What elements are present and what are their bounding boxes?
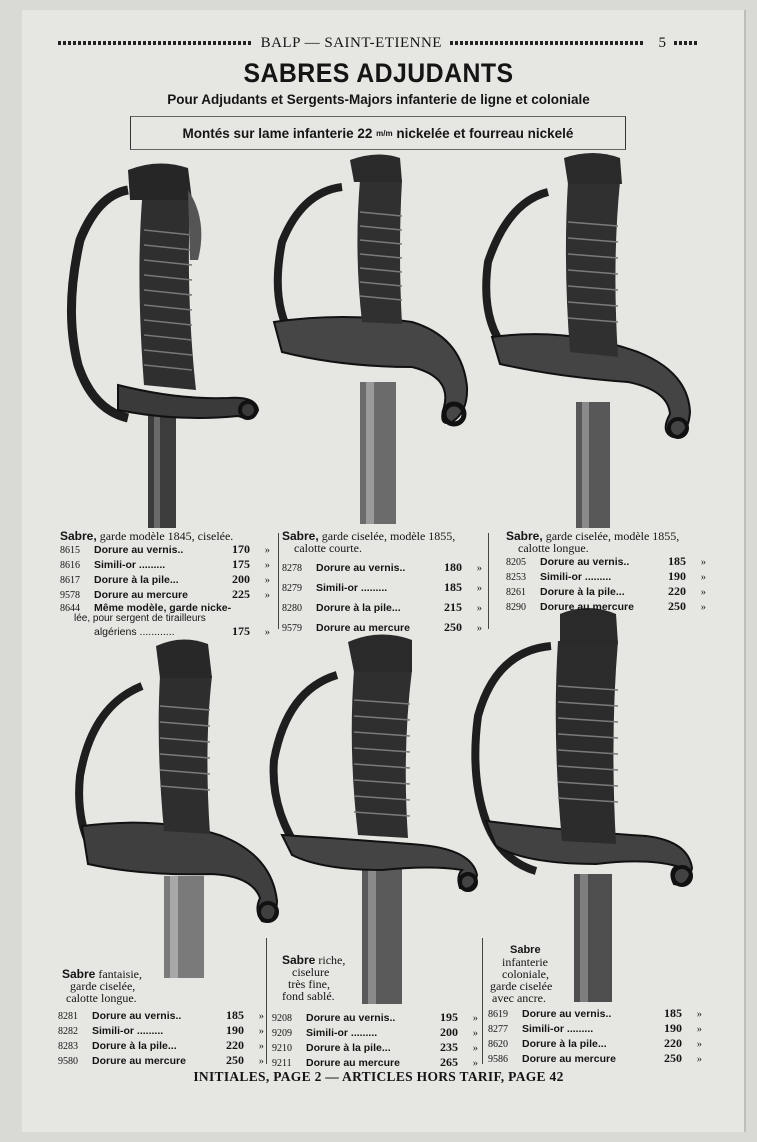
price-row: 8261 Dorure à la pile... 220 » [506, 584, 706, 598]
entry-2-caption: Sabre, garde ciselée, modèle 1855, calotte courte. [282, 529, 456, 555]
page-title: SABRES ADJUDANTS [243, 58, 514, 88]
mount-info-box [130, 116, 626, 150]
price-row: 8280 Dorure à la pile... 215 » [282, 600, 482, 614]
sword-illustration-4 [72, 636, 286, 978]
entry-5-caption-line: fond sablé. [282, 989, 335, 1003]
running-header [58, 34, 698, 52]
price-row-extra: 8644 Même modèle, garde nicke- [60, 602, 232, 614]
entry-4 [58, 968, 264, 1068]
price-row: 9209 Simili-or ......... 200 » [272, 1025, 478, 1039]
entry-5 [272, 954, 478, 1070]
price-row: 8282 Simili-or ......... 190 » [58, 1023, 264, 1037]
sword-illustration-5 [262, 630, 486, 1004]
price-row: 8616 Simili-or ......... 175 » [60, 557, 270, 571]
price-row: 9208 Dorure au vernis.. 195 » [272, 1010, 478, 1024]
price-row: 8278 Dorure au vernis.. 180 » [282, 560, 482, 574]
entry-6 [488, 944, 702, 1066]
entry-5-caption-line: très fine, [288, 977, 330, 991]
mount-text-unit: m/m [376, 128, 393, 138]
header-dot-leader-left [58, 41, 253, 45]
entry-6-caption-line: infanterie [502, 955, 548, 969]
header-dot-leader-end [674, 41, 698, 45]
price-row: 8281 Dorure au vernis.. 185 » [58, 1008, 264, 1022]
extra-line-3: algériens ............ 175 » [94, 624, 270, 638]
column-divider [266, 938, 267, 1064]
price-row: 8617 Dorure à la pile... 200 » [60, 572, 270, 586]
entry-4-caption-line: calotte longue. [66, 991, 137, 1005]
entry-3-caption: Sabre, garde ciselée, modèle 1855, calotte longue. [506, 529, 680, 555]
page-footer: INITIALES, PAGE 2 — ARTICLES HORS TARIF, PAGE 42 [193, 1069, 564, 1084]
entry-5-caption: Sabre riche, [282, 953, 346, 967]
running-title: BALP — SAINT-ETIENNE [260, 34, 442, 51]
page-subtitle: Pour Adjudants et Sergents-Majors infanterie de ligne et coloniale [167, 92, 590, 107]
price-row: 9580 Dorure au mercure 250 » [58, 1053, 264, 1067]
page-number: 5 [658, 34, 667, 51]
column-divider [482, 938, 483, 1064]
price-row: 9210 Dorure à la pile... 235 » [272, 1040, 478, 1054]
sword-illustration-2 [262, 152, 480, 524]
price-row: 8253 Simili-or ......... 190 » [506, 569, 706, 583]
price-row: 8619 Dorure au vernis.. 185 » [488, 1006, 702, 1020]
entry-4-caption-line: garde ciselée, [70, 979, 136, 993]
entry-4-caption: Sabre fantaisie, [62, 967, 143, 981]
price-row: 8615 Dorure au vernis.. 170 » [60, 542, 270, 556]
sword-illustration-6 [466, 606, 702, 1005]
price-row: 8283 Dorure à la pile... 220 » [58, 1038, 264, 1052]
price-row: 9579 Dorure au mercure 250 » [282, 620, 482, 634]
sword-illustration-3 [478, 152, 700, 528]
entry-3 [506, 530, 706, 614]
price-row: 8290 Dorure au mercure 250 » [506, 599, 706, 613]
entry-1 [60, 530, 270, 639]
column-divider [278, 533, 279, 629]
column-divider [488, 533, 489, 629]
header-dot-leader-right [450, 41, 645, 45]
entry-6-caption-line: coloniale, [502, 967, 549, 981]
entry-1-caption: Sabre, garde modèle 1845, ciselée. [60, 529, 234, 543]
entry-6-caption-line: garde ciselée [490, 979, 553, 993]
mount-text-pre: Montés sur lame infanterie 22 [182, 125, 373, 141]
price-row: 8205 Dorure au vernis.. 185 » [506, 554, 706, 568]
price-row: 9578 Dorure au mercure 225 » [60, 587, 270, 601]
entry-6-caption-line: avec ancre. [492, 991, 546, 1005]
price-row: 9211 Dorure au mercure 265 » [272, 1055, 478, 1069]
entry-6-caption: Sabre [510, 944, 541, 956]
price-row: 8277 Simili-or ......... 190 » [488, 1021, 702, 1035]
entry-2 [282, 530, 482, 638]
entry-5-caption-line: ciselure [292, 965, 330, 979]
extra-line-2: lée, pour sergent de tirailleurs [74, 613, 206, 624]
price-row: 8279 Simili-or ......... 185 » [282, 580, 482, 594]
price-row: 8620 Dorure à la pile... 220 » [488, 1036, 702, 1050]
mount-text-post: nickelée et fourreau nickelé [396, 125, 574, 141]
price-row: 9586 Dorure au mercure 250 » [488, 1051, 702, 1065]
sword-illustration-1 [58, 160, 264, 528]
